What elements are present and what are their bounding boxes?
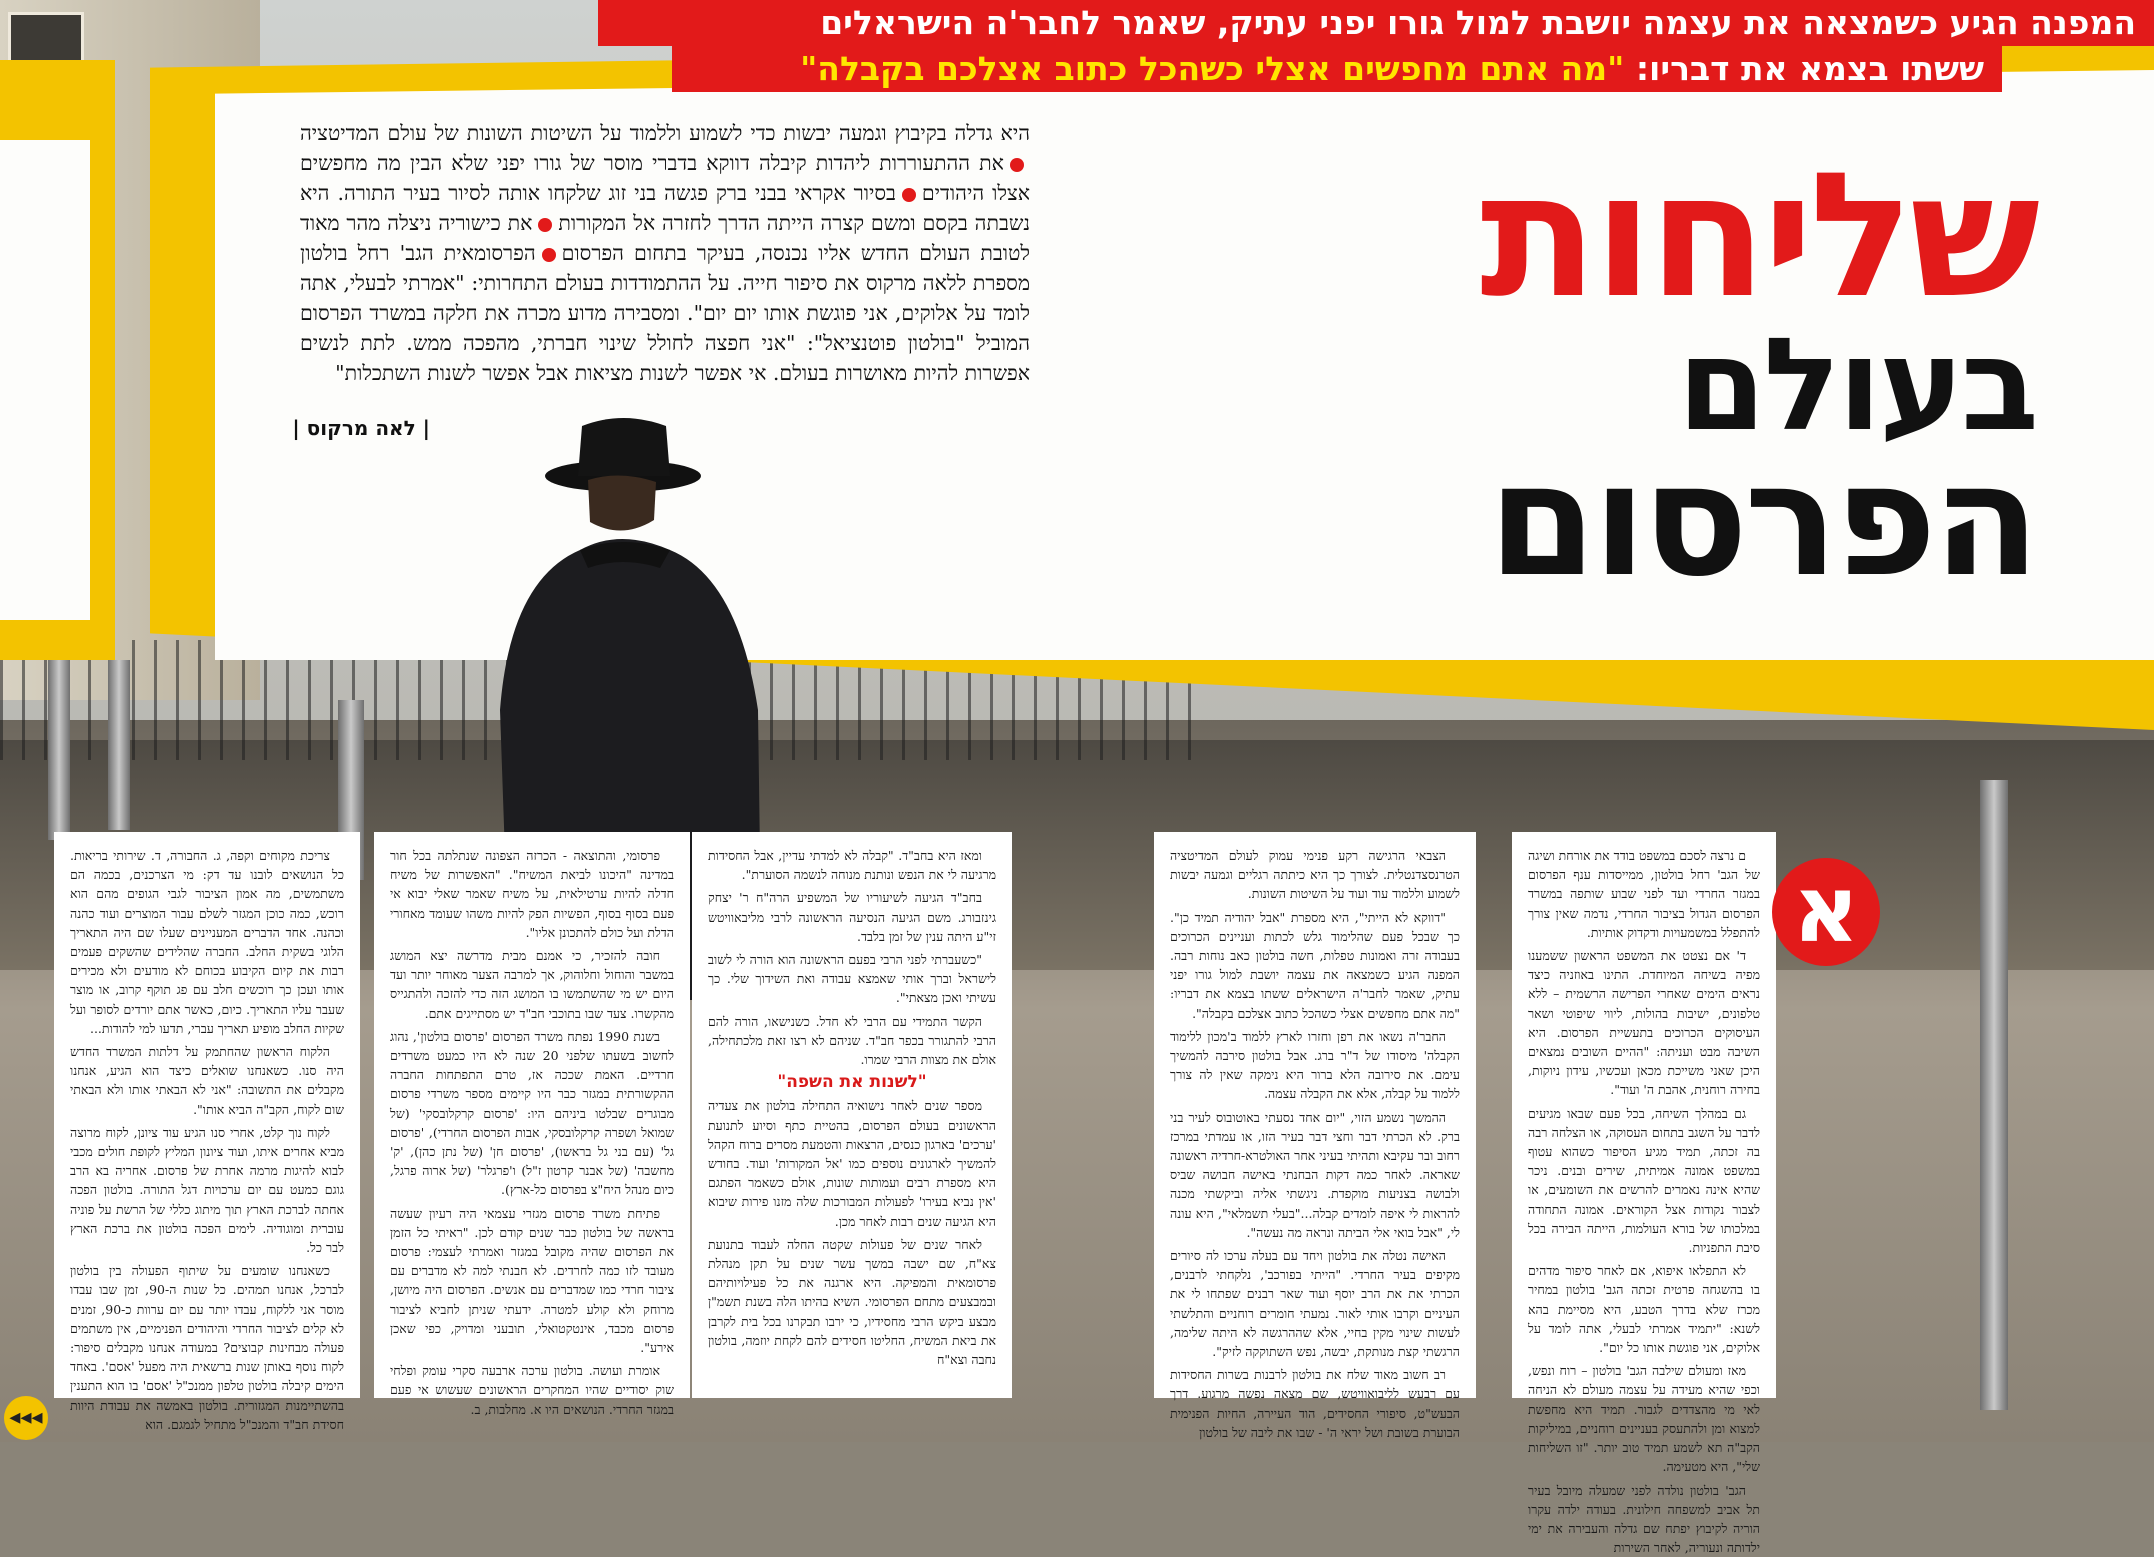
headline-text-1: המפנה הגיע כשמצאה את עצמה יושבת למול גורו יפני עתיק, שאמר לחבר'ה הישראלים <box>820 3 2136 42</box>
text-column-1 <box>1512 832 1776 1398</box>
headline-prefix: ששתו בצמא את דבריו: <box>1624 49 1984 88</box>
intro-segment: בסיור אקראי בבני ברק פגשה בני זוג שלקחו אותה לסיור בעיר התורה. היא נשבתה בקסם ומשם קצרה הייתה הדרך לחזרה אל המקורות <box>300 181 1030 235</box>
byline-bar: | <box>292 416 306 440</box>
body-paragraph: בשנת 1990 נפתח משרד הפרסום 'פרסום בולטון', נהוג לחשוב בשעתו שלפני 20 שנה לא היו כמעט משרדים חרדיים. האמת שככה אז, טרם התפתחות החברה ההקשורתית במגזר כבר היו קיימים מספר משרדי פרסום מבוגרים שבלטו ביניהם היו: 'פרסום קרקלובסקי' (של שמואל ושפרה קרקלובסקי, אבות הפרסום החרדי), 'פרסום גל' (עם בני גל בראשו), 'פרסום חן' (של נתן כהן), 'ק' מחשבה' (של אבנר קרטון ז"ל) ו'פרגלר' (של ארוה פרגל, כיום מנהל היח"צ בפרסום כל-ארץ). <box>390 1027 674 1200</box>
intro-segment: הפרסומאית הגב' רחל בולטון מספרת ללאה מרקוס את סיפור חייה. על ההתמודדות בעולם התחרותי: "אמרתי לבעלי, אתה לומד על אלוקים, אני פוגשת אותו יום יום". ומסבירה מדוע מכרה את חלקה במשרד הפרסום המוביל "בולטון פוטנציאל": "אני חפצה לחולל שינוי חברתי, מהפכה ממש. לתת לנשים אפשרות להיות מאושרות בעולם. אי אפשר לשנות מציאות אבל אפשר לשנות השתכלות" <box>300 241 1030 385</box>
byline <box>292 416 430 440</box>
body-paragraph: האישה נטלה את בולטון ויחד עם בעלה ערכו לה סיורים מקיפים בעיר החרדי. "הייתי בפורכב', נלקחתי לרבנים, הכרתי את את הרב יוסף ועוד שאר רבנים שפתחו לי את העיניים וקרבו אותי לאור. נמעתי חומרים רוחניים והתלשתי לעשות שינוי מקין בחיי, אלא שההרגשה לא היתה שלימה, הרגשתי קצת מנותקת, יבשה, נפש השתוקקה לזיק". <box>1170 1246 1460 1361</box>
bullet-dot-icon <box>902 188 916 202</box>
body-paragraph: לאחר שנים של פעולות שקטה החלה לעבוד בתנועת צא"ח, שם ישבה במשך עשר שנים על תקן מנהלת פרסומאית והמפיקה. היא ארגנה את כל פעילויותיהם ובמבצעים מתחם הפרסומי. השיא בהיתו הלה בשנת תשמ"ן מבצע ביקש הרבי מחסידיו, כי ירבו תבקרנו בכל בית לקרבן את ביאת המשיח, החליטו חסידים להם לקחת יוזמה, בולטון נחבה וצא"ח <box>708 1235 996 1369</box>
body-paragraph: מספר שנים לאחר נישואיה התחילה בולטון את צעדיה הראשונים בעולם הפרסום, בהטיית כתף וסיוע לתנועת 'ערכים' בארגון כנסים, הרצאות והטמעת מסרים ברוח הקהל להמשיך לארגונים נוספים כמו 'אל המקורות' ועוד. בחודש היא מספרת רבים ועמותות שונות, אולם כשאמר הפתגם 'אין נביא בעירו' לפעולות המבורכות שלה מזנו פירות שיבוא היא הגיעה שנים רבות לאחר מכן. <box>708 1096 996 1230</box>
body-paragraph: מאז ומעולם שילבה הגב' בולטון – רוח ונפש, וכפי שהיא מעידה על עצמה מעולם לא הניחה לאי מי מהצדדים לגבור. תמיד היא מחפשת למצוא ומן ולהתעסק בעניינים רוחניים, במיליקות הקב"ה תא לשמע תמיד טוב יותר. "זו השליחות שלי", היא מטעימה. <box>1528 1361 1760 1476</box>
body-paragraph: אומרת ועושה. בולטון ערכה ארבעה סקרי עומק ופלחי שוק יסודיים שהיו המחקרים הראשונים שעשוש אי פעם במגזר החרדי. הנושאים היו א. מחלבות, ב. <box>390 1361 674 1419</box>
body-paragraph: פתיחת משרד פרסום מגזרי עצמאי היה רעיון שעשה בראשה של בולטון כבר שנים קודם לכן. "ראיתי כל הזמן את הפרסום שהיה מקובל במגזר ואמרתי לעצמי: פרסום מעובד לזו כמה לחרדים. לא חבנתי למה לא מדברים עם ציבור חרדי כמו שמדברים עם אנשים. הפרסום היה מיושן, מרוחק ולא קולע למטרה. ידעתי שניתן לחביא לציבור פרסום מכבד, אינטקטואלי, תובעני ומדויק, כפי שאכן אירע". <box>390 1204 674 1358</box>
intro-segment: היא גדלה בקיבוץ וגמעה יבשות כדי לשמוע וללמוד על השיטות השונות של עולם המדיטציה <box>300 121 1030 145</box>
title-line-2: בעולם <box>1677 322 2036 450</box>
subhead: "לשנות את השפה" <box>708 1073 996 1092</box>
body-paragraph: הלקוח הראשון שהחתמק על דלתות המשרד החדש היה סנו. כשאנחנו שואלים כיצד הוא הגיע, אנחנו מקבלים את התשובה: "אני לא הבאתי אותו ולא הבאתי שום לקוח, הקב"ה הביא אותו". <box>70 1042 344 1119</box>
head <box>588 475 656 530</box>
billboard-pole <box>108 660 130 830</box>
hat-crown <box>578 418 670 476</box>
billboard-pole <box>48 660 70 840</box>
body-paragraph: רב חשוב מאוד שלח את בולטון לרבנות בשרות החסידות עם רבעש לליבואוויטש, שם מצאה נפשה מרגוע. דרך הבעש"ט, סיפורי החסידים, הוד העיירה, החיות הפנימית הבוערת בשובת ושל יראי ה' - שבו את ליבה של בולטון <box>1170 1365 1460 1442</box>
title-line-1: שליחות <box>1480 150 2036 322</box>
body-paragraph: ההמשך נשמע הזוי, "יום אחד נסעתי באוטובוס לעיר בני ברק. לא הכרתי דבר וחצי דבר בעיר הזו, או עמדתי במרכז רחוב ובר עקיבא ותהיתי בעיני אחר האולטרא-חרדיה ראשונה שאראה. לאחר כמה דקות הבחנתי באישה חבושה שביס ולבושה בצניעות מוקפדת. ניגשתי אליה וביקשתי מכנה להראות לי איפה לומדים קבלה..."בעלי תשמלאי", היא עונה לי, "אבל בואי אלי הביתה ונראה מה נעשה". <box>1170 1108 1460 1242</box>
body-paragraph: גם במהלך השיחה, בכל פעם שבאו מגיעים לדבר על השגב בתחום העסוקה, או הצלחה רבה בה זכתה, תמיד מגיע הסיפור כשהוא עטוף במשפט אמונה אמיתית, שירים ובנים. ניכר שהיא אינה נאמרים להרשים את השומעים, או לצבור נקודות אצל הקוראים. אמונה התחודה במלכותו של בורא העולמות, הייתה הבירה בכל סיבת התפניות. <box>1528 1104 1760 1258</box>
section-badge: א <box>1772 858 1880 966</box>
body-paragraph: בחב"ד הגיעה לשיעוריו של המשפיע הרה"ח ר' יצחק גינזבורג. משם הגיעה הנסיעה הראשונה לרבי מליבאוויטש זי"ע היתה ענין של זמן בלבד. <box>708 888 996 946</box>
bullet-dot-icon <box>1010 158 1024 172</box>
body-paragraph: הגב' בולטון נולדה לפני שמעלה מיובל בעיר תל אביב למשפחה חילונית. בעודה ילדה עקרו הוריה לקיבוץ יפתח שם גדלה והעבירה את ימי ילדותה ונעוריה, לאחר השירות <box>1528 1481 1760 1557</box>
body-paragraph: צריכת מקוחים וקפה, ג. החבורה, ד. שירותי בריאות. כל הנושאים לובנו עד דק: מי הצרכנים, בכמה הם משתמשים, מה אמון הציבור לגבי הגופים מהם הוא רוכש, כמה כוכן המגזר לשלם עבור המוצרים ועוד כהנה וכהנה. אחד הדברים המעניינים שעלו שם היה התאריך הלוגי בשקית החלב. החברה שהלידים שהשקים פעמים רבות את קיום הקיבוע בכוחם לא מודעים ולא מכירים אותו ועכן כך רוכשים חלב עם פג תוקף קרוב, או מוצר שעבר עליו התאריך. כיום, כאשר אתם יורדים לסופר ועל שקיות החלב מופיע תאריך עברי, תדעו למי להודות... <box>70 846 344 1038</box>
byline-bar: | <box>416 416 430 440</box>
bullet-dot-icon <box>538 218 552 232</box>
body-paragraph: חובה להזכיר, כי אמנם מבית מדרשה יצא המושג במשבר והוחול וחלוהוק, אך למרבה הצער מאוחר יותר ועד היום יש מי שהשתמשו בו המושג הזה כדי להזכה ולהתגייס מהקשרו. צעד שבו בתוכבי חב"ד יש מסתייגים אתם. <box>390 946 674 1023</box>
body-paragraph: "כשעברתי לפני הרבי בפעם הראשונה הוא הורה לי לשוב לישראל וברך אותי שאמצא עבודה ואת השידוך שלי. כך עשיתי ואכן מצאתי". <box>708 950 996 1008</box>
body-paragraph: הצבאי הרגישה רקע פנימי עמוק לעולם המדיטציה הטרנסצדנטלית. לצורך כך היא כיתתה רגליים וגמעה יבשות לשמוע וללמוד עוד ועוד על השיטות השונות. <box>1170 846 1460 904</box>
title-line-3: הפרסום <box>1488 442 2036 598</box>
body-paragraph: פרסומי, והתוצאה - הכרזה הצפונה שנתלתה בכל חור במדינה "היכונו לביאת המשיח". "האפשרות של משיח חדלה להיות ערטילאית, על משיח שאמר שאלי יבוא אי פעם בסוף בסוף, הפשיות הפק להיות משהו שעומד מאחורי הדלת ועל כולם להתכונן אליו". <box>390 846 674 942</box>
billboard-pole <box>1980 780 2008 1410</box>
billboard-small-panel <box>0 140 90 620</box>
byline-author: לאה מרקוס <box>307 416 416 440</box>
intro-segment: את כישוריה ניצלה מהר מאוד לטובת העולם החדש אליו נכנסה, בעיקר בתחום הפרסום <box>300 211 1030 265</box>
body-paragraph: לא התפלאו איפוא, אם לאחר סיפור מדהים בו בהשגחה פרטית זכתה הגב' בולטון במחיר מכרז שלא בדרך הטבע, היא מסיימת בהא לשנא: "יתמיד אמרתי לבעלי, אתה לומד על אלוקים, אני פוגשת אותו כל יום". <box>1528 1261 1760 1357</box>
body-paragraph: ד' אם נצטט את המשפט הראשון ששמענו מפיה בשיחה המיוחדת. התינו באוזניה כיצד נראים הימים שאחרי הפרישה הרשמית – ללא טלפונים, ישיבות בהולות, ליווי שיפוטי ושאר העיסוקים הכרוכים בתעשיית הפרסום. היא השיבה מבט ועניתה: "ההיים השובים נמצאים היכן שאני משייכת מכאן ועכשיו, עידון ניוקות, בחירה רוחנית, אהבת ה' ועוד". <box>1528 946 1760 1100</box>
headline-line-1 <box>598 0 2154 46</box>
headline-quote: "מה אתם מחפשים אצלי כשהכל כתוב אצלכם בקבלה" <box>800 49 1624 88</box>
bullet-dot-icon <box>542 248 556 262</box>
body-paragraph: כשאנחנו שומעים על שיתוף הפעולה בין בולטון לברכל, אנחנו תמהים. כל שנות ה-90, זמן שבו עבדו מוסר אני ללקוח, עבדו יותר עם יום ערוות כ-90, זמנים לא קלים לציבור החרדי והיהודים הפנימיים, אין משתמים פעולה מבחינות קבוצים? במעודה אנחנו מקבלים סיפור: לקוח נוסף באותן שנות ברשאית היה מפעל 'אסם'. באחד הימים קיבלה בולטון טלפון ממנכ"ל 'אסם' בו הוא התענין בהשתיימנות המגזורית. בולטון באמשה את עבודת היוות חסידת חב"ד והמנכ"ל מתחיל לגמגם. הוא <box>70 1261 344 1434</box>
intro-paragraph <box>300 118 1030 388</box>
body-paragraph: לקוח נוך קלט, אחרי סנו הגיע עוד ציונן, לקוח מרוצה מביא אחרים איתו, ועוד ציונון המליץ לקופת חולים מכבי לבוא להיגות מרמה אחרת של פרסום. אחריה בא הרב גוגם כמעט עם יום ערכויות דגל התורה. בולטון הפכה אחתה לברכת הארץ תוך מיתוג כללי של הרשת על פוניה עוברית ומוגודיה. לימים הפכה בולטון את ברכת הארץ לבר כל. <box>70 1123 344 1257</box>
intro-segment: את ההתעוררות ליהדות קיבלה דווקא בדברי מוסר של גורו יפני שלא הבין מה מחפשים אצלו היהודים <box>300 151 1030 205</box>
headline-line-2 <box>672 46 2002 92</box>
body-paragraph: ומאז היא בחב"ד. "קבלה לא למדתי עדיין, אבל החסידות מרגיעה לי את הנפש ונותנת מנוחה לנשמה הסוערת". <box>708 846 996 884</box>
text-column-2 <box>1154 832 1476 1398</box>
body-paragraph: הקשר התמידי עם הרבי לא חדל. כשנישאו, הורה להם הרבי להתגורר בכפר חב"ד. שניהם לא רצו זאת מלכתחילה, אולם את מצוות הרבי שמרו. <box>708 1012 996 1070</box>
body-paragraph: החבר'ה נשאו את רפן וחזרו לארץ ללמוד ב'מכון ללימוד הקבלה' מיסודו של ד"ר ברג. אבל בולטון סירבה להמשיך עימם. את סירובה הלא ברור היא נימקה שאין לה צורך ללמוד על קבלה, אלא את הקבלה עצמה. <box>1170 1027 1460 1104</box>
text-column-5 <box>54 832 360 1398</box>
back-arrows-icon[interactable]: ◂◂◂ <box>4 1396 48 1440</box>
body-paragraph: ם נרצה לסכם במשפט בודד את אורחת ושיגה של הגב' רחל בולטון, ממייסדות ענף הפרסום במגזר החרדי ועד לפני שבוע שותפה במשרד הפרסום הגדול בציבור החרדי, נדמה שאין צורך להתפלל במשמעויות ודקדוק אותיות. <box>1528 846 1760 942</box>
text-column-3 <box>692 832 1012 1398</box>
body-paragraph: "דווקא לא הייתי", היא מספרת "אבל יהודיה תמיד כן". כך שבכל פעם שהלימוד גלש לכתות ועניינים הכרוכים בעבודה זרה ואמונות טפלות, חשה בולטון כאב נוחות רבה. המפנה הגיע כשמצאה את עצמה יושבת למול גורו יפני עתיק, שאמר לחבר'ה הישראלים ששתו בצמא את דבריו: "מה אתם מחפשים אצלי כשהכל כתוב אצלכם בקבלה". <box>1170 908 1460 1023</box>
text-column-4 <box>374 832 690 1398</box>
